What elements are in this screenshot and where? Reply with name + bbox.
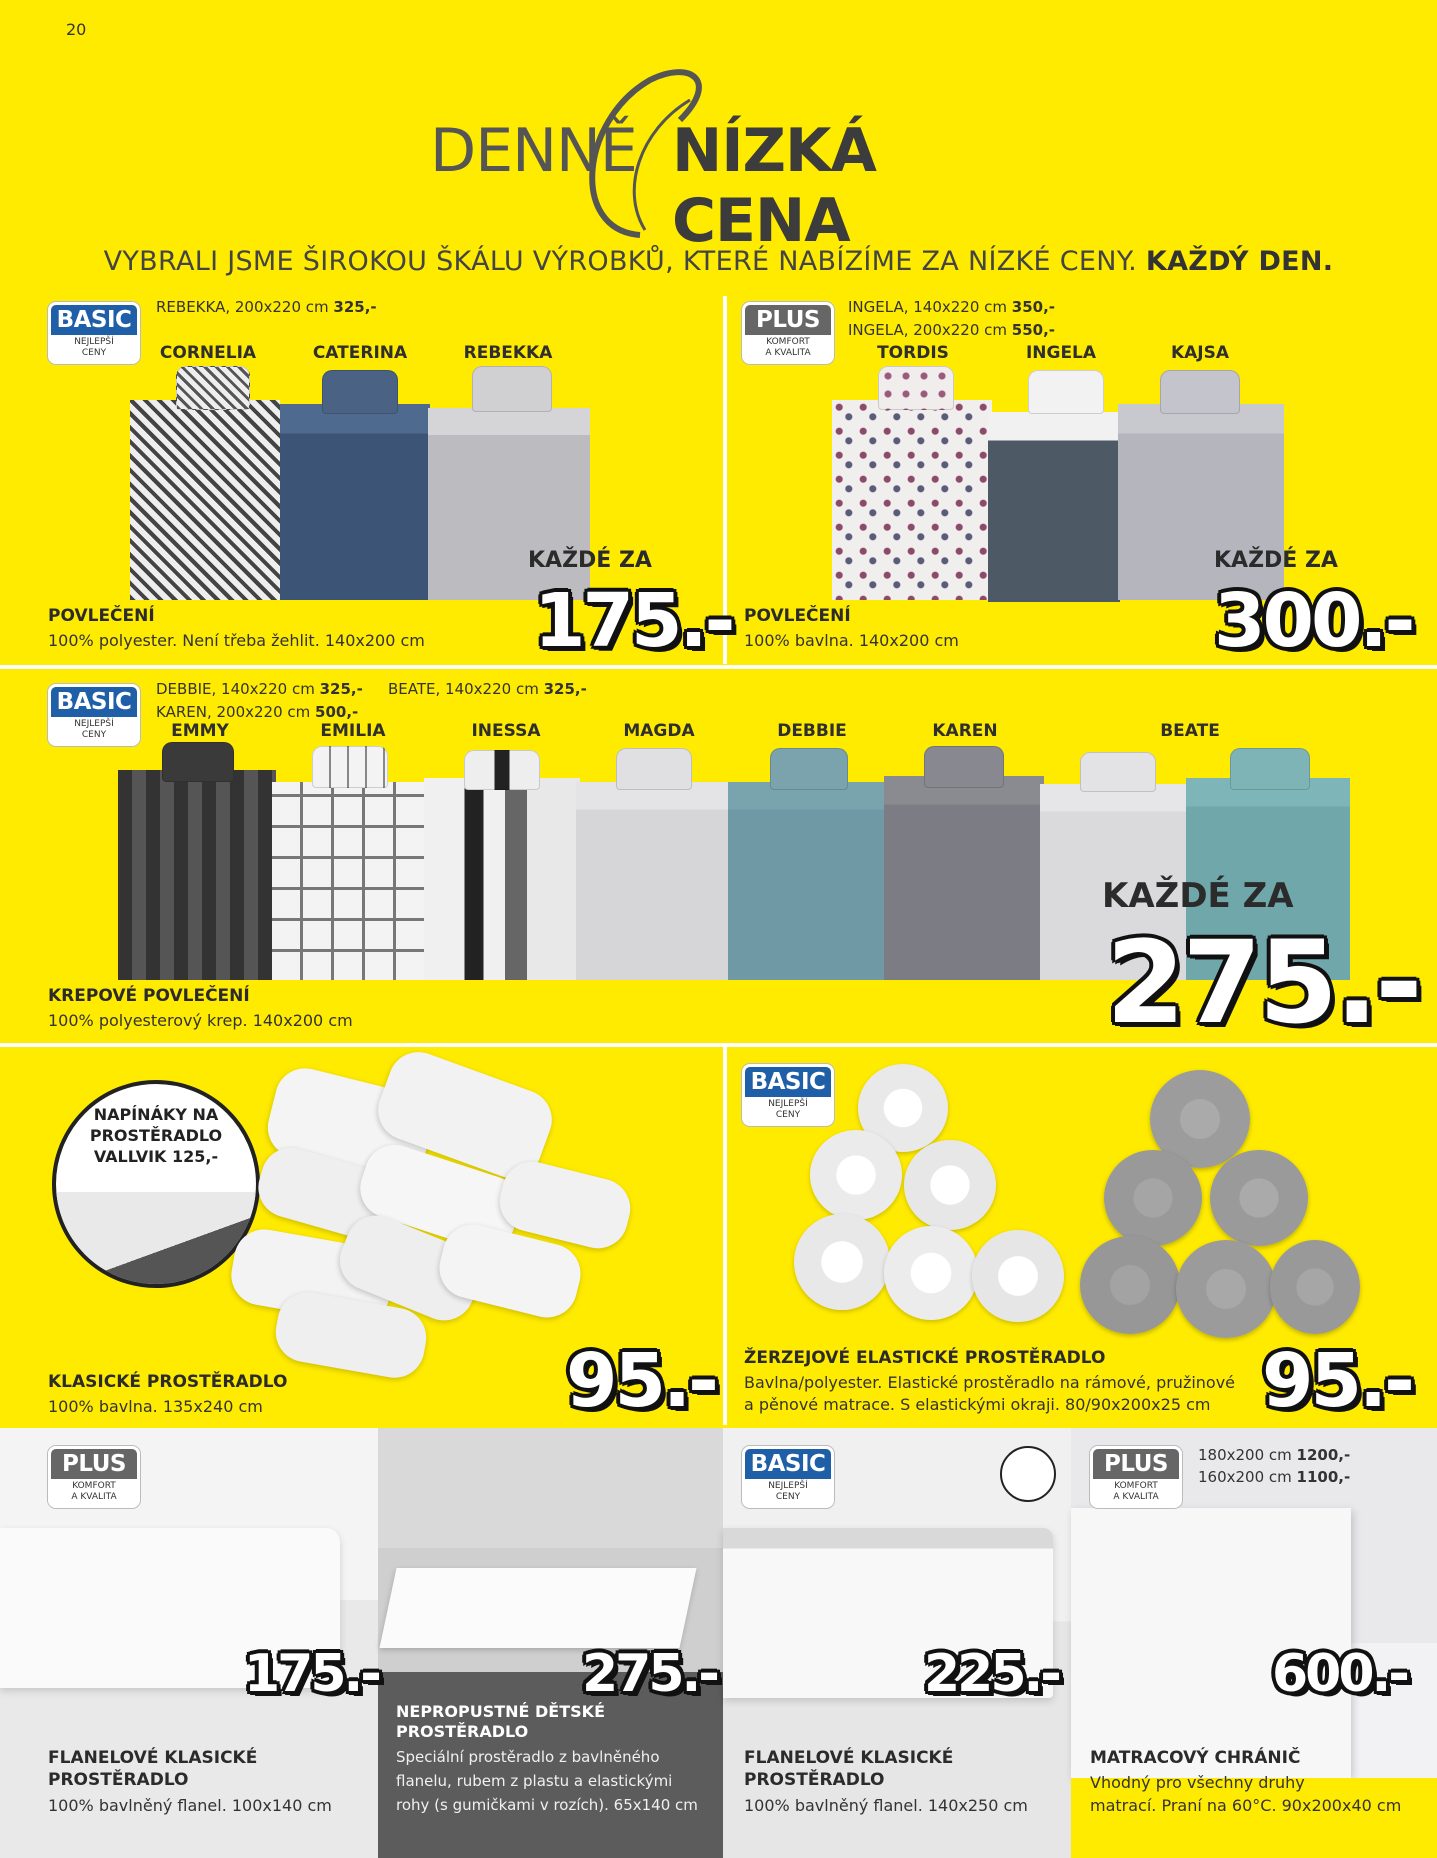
variant-note (156, 298, 377, 317)
sheet-corner-image (56, 1192, 260, 1288)
divider-vertical-2 (723, 1045, 727, 1425)
logo-text-denne: DENNĚ (430, 116, 637, 186)
pillow-kajsa (1160, 370, 1240, 414)
duvet-emmy (118, 770, 276, 980)
duvet-inessa (424, 778, 580, 980)
product-name-caterina: CATERINA (312, 343, 408, 363)
product-description: 100% bavlna. 135x240 cm (48, 1397, 263, 1416)
pillow-debbie (770, 748, 848, 790)
pillow-inessa (464, 750, 540, 790)
badge-subtitle (51, 1479, 137, 1505)
duvet-debbie (728, 782, 888, 980)
variant-note-price: 1100,- (1296, 1468, 1351, 1486)
badge-sub-1: KOMFORT (766, 337, 810, 347)
variant-note-text: KAREN, 200x220 cm (156, 703, 316, 721)
product-title: MATRACOVÝ CHRÁNIČ (1090, 1748, 1301, 1768)
product-title: POVLEČENÍ (744, 606, 851, 626)
rolled-sheet (1080, 1236, 1180, 1334)
pillow-emmy (162, 742, 234, 782)
denne-nizka-cena-logo (420, 60, 1040, 256)
badge-sub-1: KOMFORT (72, 1481, 116, 1491)
product-name-emmy: EMMY (171, 721, 229, 741)
product-name-ingela: INGELA (1025, 343, 1097, 363)
price-tag: 95.- (566, 1338, 716, 1424)
product-title-2: PROSTĚRADLO (48, 1770, 189, 1790)
duvet-ingela (988, 412, 1120, 602)
pillow-beate-light (1080, 752, 1156, 792)
product-name-karen: KAREN (932, 721, 998, 741)
price-tag: 95.- (1262, 1338, 1412, 1424)
price-tag: 600.- (1272, 1644, 1407, 1704)
pillow-tordis (878, 366, 954, 410)
duvet-tordis (832, 400, 992, 600)
badge-subtitle (745, 1479, 831, 1505)
variant-note-price: 325,- (543, 680, 587, 698)
pillow-magda (616, 748, 692, 790)
price-tag: 175.- (244, 1644, 379, 1704)
product-title-1: FLANELOVÉ KLASICKÉ (48, 1748, 258, 1768)
pillow-caterina (322, 370, 398, 414)
variant-note-price: 325,- (319, 680, 363, 698)
kazde-za-label: KAŽDÉ ZA (528, 548, 652, 573)
price-tag: 275.- (1106, 916, 1420, 1049)
variant-note-price: 1200,- (1296, 1446, 1351, 1464)
badge-title: BASIC (51, 687, 137, 717)
product-title-2: PROSTĚRADLO (396, 1722, 529, 1741)
variant-note-2 (156, 703, 358, 722)
badge-sub-2: A KVALITA (71, 1492, 117, 1502)
pillow-karen (924, 746, 1004, 788)
duvet-magda (576, 782, 732, 980)
plus-badge (1090, 1446, 1182, 1508)
rolled-sheet (1104, 1150, 1202, 1246)
variant-note-text: 180x200 cm (1198, 1446, 1297, 1464)
variant-note-1 (848, 298, 1055, 317)
price-tag: 175.- (534, 578, 733, 664)
product-name-rebekka: REBEKKA (463, 343, 553, 363)
badge-sub-2: CENY (81, 730, 107, 740)
rolled-sheet (1176, 1240, 1276, 1338)
product-description-3: rohy (s gumičkami v rozích). 65x140 cm (396, 1796, 698, 1814)
variant-note-price: 350,- (1011, 298, 1056, 316)
pillow-rebekka (472, 366, 552, 412)
pillow-emilia (312, 746, 388, 788)
price-tag: 275.- (582, 1644, 717, 1704)
variant-note-2 (1198, 1468, 1350, 1487)
product-description-1: Bavlna/polyester. Elastické prostěradlo na rámové, pružinové (744, 1373, 1236, 1392)
mattress-protector-shape (1071, 1508, 1351, 1778)
variant-note-text: 160x200 cm (1198, 1468, 1297, 1486)
rolled-sheet (794, 1214, 890, 1310)
logo-text-nizka-cena: NÍZKÁ CENA (672, 116, 876, 256)
variant-note-text: INGELA, 140x220 cm (848, 298, 1012, 316)
product-name-tordis: TORDIS (877, 343, 949, 363)
product-description: 100% polyester. Není třeba žehlit. 140x200 cm (48, 631, 425, 650)
product-title: KLASICKÉ PROSTĚRADLO (48, 1372, 288, 1392)
callout-text (56, 1104, 256, 1167)
rolled-sheet (810, 1130, 902, 1220)
product-description: 100% bavlněný flanel. 140x250 cm (744, 1796, 1028, 1815)
product-description-2: matrací. Praní na 60°C. 90x200x40 cm (1090, 1796, 1402, 1815)
product-description: 100% bavlna. 140x200 cm (744, 631, 959, 650)
rolled-sheet (904, 1140, 996, 1230)
plus-badge (742, 302, 834, 364)
callout-line: NAPÍNÁKY NA (93, 1105, 219, 1124)
variant-note-text: BEATE, 140x220 cm (388, 680, 544, 698)
badge-sub-2: CENY (81, 348, 107, 358)
product-description-2: flanelu, rubem z plastu a elastickými (396, 1772, 673, 1790)
variant-note-price: 500,- (315, 703, 359, 721)
pillow-ingela (1028, 370, 1104, 414)
badge-title: PLUS (51, 1449, 137, 1479)
badge-sub-1: NEJLEPŠÍ (768, 1481, 808, 1491)
plus-badge (48, 1446, 140, 1508)
product-title-1: NEPROPUSTNÉ DĚTSKÉ (396, 1702, 605, 1721)
duvet-cornelia (130, 400, 280, 600)
badge-title: PLUS (745, 305, 831, 335)
tagline-regular: VYBRALI JSME ŠIROKOU ŠKÁLU VÝROBKŮ, KTERÉ NABÍZÍME ZA NÍZKÉ CENY. (103, 246, 1146, 277)
variant-note-price: 550,- (1011, 321, 1056, 339)
tagline-bold: KAŽDÝ DEN. (1145, 246, 1334, 277)
product-title: KREPOVÉ POVLEČENÍ (48, 986, 250, 1006)
kazde-za-label: KAŽDÉ ZA (1214, 548, 1338, 573)
product-description: 100% bavlněný flanel. 100x140 cm (48, 1796, 332, 1815)
duvet-emilia (272, 782, 428, 980)
product-title-2: PROSTĚRADLO (744, 1770, 885, 1790)
duvet-caterina (280, 404, 430, 600)
product-name-cornelia: CORNELIA (159, 343, 257, 363)
badge-title: BASIC (51, 305, 137, 335)
product-description-1: Vhodný pro všechny druhy (1090, 1773, 1305, 1792)
basic-badge (48, 684, 140, 746)
divider-horizontal-1 (0, 665, 1437, 669)
badge-subtitle (1093, 1479, 1179, 1505)
badge-subtitle (745, 335, 831, 361)
badge-sub-2: CENY (775, 1492, 801, 1502)
badge-sub-2: A KVALITA (1113, 1492, 1159, 1502)
variant-note-text: DEBBIE, 140x220 cm (156, 680, 320, 698)
badge-sub-1: NEJLEPŠÍ (74, 719, 114, 729)
badge-subtitle (51, 717, 137, 743)
variant-note-1 (156, 680, 363, 699)
product-description-2: a pěnové matrace. S elastickými okraji. 80/90x200x25 cm (744, 1395, 1211, 1414)
badge-sub-1: NEJLEPŠÍ (768, 1099, 808, 1109)
badge-title: BASIC (745, 1449, 831, 1479)
rolled-sheet (1210, 1150, 1308, 1246)
product-description-1: Speciální prostěradlo z bavlněného (396, 1748, 660, 1766)
waterproof-sheet-shape (379, 1568, 696, 1648)
rolled-sheet (1270, 1240, 1360, 1334)
product-description: 100% polyesterový krep. 140x200 cm (48, 1011, 353, 1030)
price-tag: 225.- (924, 1644, 1059, 1704)
variant-note-text: INGELA, 200x220 cm (848, 321, 1012, 339)
product-name-inessa: INESSA (471, 721, 541, 741)
product-title-1: FLANELOVÉ KLASICKÉ (744, 1748, 954, 1768)
pillow-beate (1230, 748, 1310, 790)
badge-sub-1: KOMFORT (1114, 1481, 1158, 1491)
basic-badge (742, 1446, 834, 1508)
badge-subtitle (51, 335, 137, 361)
variant-note-2 (848, 321, 1055, 340)
rolled-sheet (972, 1230, 1064, 1322)
kazde-za-label: KAŽDÉ ZA (1102, 876, 1294, 916)
variant-note-3 (388, 680, 587, 699)
callout-line: PROSTĚRADLO (89, 1126, 223, 1145)
duvet-karen (884, 776, 1044, 980)
vallvik-callout-circle (52, 1080, 260, 1288)
page-number: 20 (66, 20, 87, 39)
product-name-magda: MAGDA (623, 721, 695, 741)
product-name-kajsa: KAJSA (1170, 343, 1230, 363)
badge-subtitle (745, 1097, 831, 1123)
variant-note-text: REBEKKA, 200x220 cm (156, 298, 334, 316)
product-name-debbie: DEBBIE (777, 721, 847, 741)
product-title: POVLEČENÍ (48, 606, 155, 626)
badge-title: BASIC (745, 1067, 831, 1097)
variant-note-price: 325,- (333, 298, 377, 316)
price-tag: 300.- (1214, 578, 1413, 664)
tagline (0, 246, 1437, 277)
basic-badge (742, 1064, 834, 1126)
callout-line: VALLVIK 125,- (93, 1147, 219, 1166)
badge-sub-2: CENY (775, 1110, 801, 1120)
rolled-sheet (884, 1226, 978, 1320)
basic-badge (48, 302, 140, 364)
variant-note-1 (1198, 1446, 1350, 1465)
product-name-beate: BEATE (1160, 721, 1220, 741)
badge-title: PLUS (1093, 1449, 1179, 1479)
product-name-emilia: EMILIA (320, 721, 386, 741)
pillow-cornelia (176, 366, 250, 410)
circle-icon (1000, 1446, 1056, 1502)
product-title: ŽERZEJOVÉ ELASTICKÉ PROSTĚRADLO (744, 1348, 1106, 1368)
badge-sub-1: NEJLEPŠÍ (74, 337, 114, 347)
badge-sub-2: A KVALITA (765, 348, 811, 358)
